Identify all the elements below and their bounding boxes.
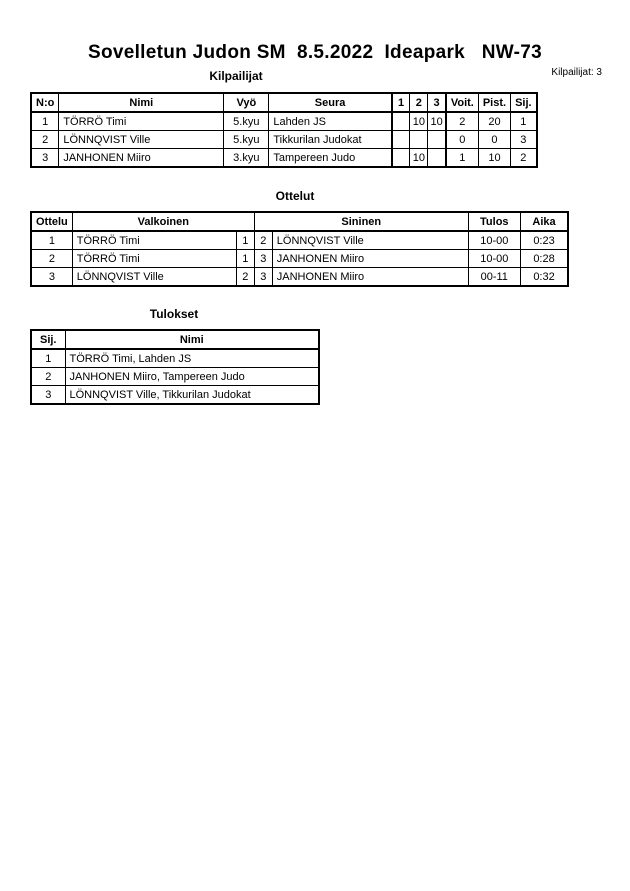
page-title: Sovelletun Judon SM 8.5.2022 Ideapark NW-73 [87, 42, 543, 63]
result-row [31, 368, 319, 386]
col-header-vs3: 3 [428, 93, 446, 112]
cell-blue-no: 3 [254, 268, 272, 287]
result-row [31, 386, 319, 405]
cell-time: 0:28 [520, 250, 568, 268]
competitor-row [31, 131, 537, 149]
cell-name: TÖRRÖ Timi [59, 112, 224, 131]
ottelut-header-row [31, 212, 568, 231]
cell-club: Lahden JS [269, 112, 392, 131]
kilpailijat-header-row [31, 93, 537, 112]
tulokset-header-row [31, 330, 319, 349]
col-header-vs1: 1 [392, 93, 410, 112]
cell-result: 00-11 [468, 268, 520, 287]
cell-vs1 [392, 112, 410, 131]
cell-club: Tampereen Judo [269, 149, 392, 168]
cell-match-no: 2 [31, 250, 72, 268]
cell-vs3: 10 [428, 112, 446, 131]
match-row [31, 250, 568, 268]
col-header-points: Pist. [478, 93, 510, 112]
cell-place: 2 [31, 368, 65, 386]
cell-match-no: 1 [31, 231, 72, 250]
col-header-no: N:o [31, 93, 59, 112]
competitors-count-label: Kilpailijat: 3 [551, 67, 602, 78]
kilpailijat-table [30, 92, 538, 168]
col-header-vs2: 2 [410, 93, 428, 112]
cell-wins: 2 [446, 112, 479, 131]
cell-white-name: LÖNNQVIST Ville [72, 268, 236, 287]
match-row [31, 268, 568, 287]
competitor-row [31, 112, 537, 131]
ottelut-heading: Ottelut [275, 189, 315, 203]
cell-vs2: 10 [410, 112, 428, 131]
cell-vs1 [392, 131, 410, 149]
cell-vs2 [410, 131, 428, 149]
cell-result: 10-00 [468, 250, 520, 268]
col-header-place: Sij. [31, 330, 65, 349]
cell-vs1 [392, 149, 410, 168]
cell-blue-name: LÖNNQVIST Ville [272, 231, 468, 250]
cell-points: 10 [478, 149, 510, 168]
cell-club: Tikkurilan Judokat [269, 131, 392, 149]
cell-vs2: 10 [410, 149, 428, 168]
cell-name: JANHONEN Miiro [59, 149, 224, 168]
cell-white-no: 1 [236, 231, 254, 250]
cell-place: 2 [511, 149, 537, 168]
ottelut-table [30, 211, 569, 287]
cell-white-no: 2 [236, 268, 254, 287]
col-header-time: Aika [520, 212, 568, 231]
cell-belt: 5.kyu [224, 112, 269, 131]
cell-blue-name: JANHONEN Miiro [272, 268, 468, 287]
cell-points: 0 [478, 131, 510, 149]
cell-place: 1 [31, 349, 65, 368]
cell-white-name: TÖRRÖ Timi [72, 250, 236, 268]
col-header-name: Nimi [65, 330, 319, 349]
cell-blue-no: 2 [254, 231, 272, 250]
cell-time: 0:32 [520, 268, 568, 287]
cell-no: 1 [31, 112, 59, 131]
kilpailijat-heading: Kilpailijat [209, 69, 263, 83]
cell-white-no: 1 [236, 250, 254, 268]
col-header-club: Seura [269, 93, 392, 112]
cell-place: 3 [31, 386, 65, 405]
cell-no: 3 [31, 149, 59, 168]
cell-no: 2 [31, 131, 59, 149]
cell-blue-no: 3 [254, 250, 272, 268]
col-header-match: Ottelu [31, 212, 72, 231]
cell-vs3 [428, 149, 446, 168]
cell-time: 0:23 [520, 231, 568, 250]
cell-wins: 1 [446, 149, 479, 168]
cell-result: 10-00 [468, 231, 520, 250]
cell-wins: 0 [446, 131, 479, 149]
cell-name: TÖRRÖ Timi, Lahden JS [65, 349, 319, 368]
col-header-wins: Voit. [446, 93, 479, 112]
col-header-blue: Sininen [254, 212, 468, 231]
col-header-belt: Vyö [224, 93, 269, 112]
cell-vs3 [428, 131, 446, 149]
col-header-name: Nimi [59, 93, 224, 112]
cell-place: 1 [511, 112, 537, 131]
cell-belt: 5.kyu [224, 131, 269, 149]
cell-name: JANHONEN Miiro, Tampereen Judo [65, 368, 319, 386]
result-row [31, 349, 319, 368]
col-header-result: Tulos [468, 212, 520, 231]
cell-name: LÖNNQVIST Ville, Tikkurilan Judokat [65, 386, 319, 405]
col-header-place: Sij. [511, 93, 537, 112]
cell-place: 3 [511, 131, 537, 149]
cell-white-name: TÖRRÖ Timi [72, 231, 236, 250]
tulokset-heading: Tulokset [149, 307, 199, 321]
cell-name: LÖNNQVIST Ville [59, 131, 224, 149]
cell-belt: 3.kyu [224, 149, 269, 168]
cell-match-no: 3 [31, 268, 72, 287]
tulokset-table [30, 329, 320, 405]
col-header-white: Valkoinen [72, 212, 254, 231]
match-row [31, 231, 568, 250]
competitor-row [31, 149, 537, 168]
cell-blue-name: JANHONEN Miiro [272, 250, 468, 268]
cell-points: 20 [478, 112, 510, 131]
